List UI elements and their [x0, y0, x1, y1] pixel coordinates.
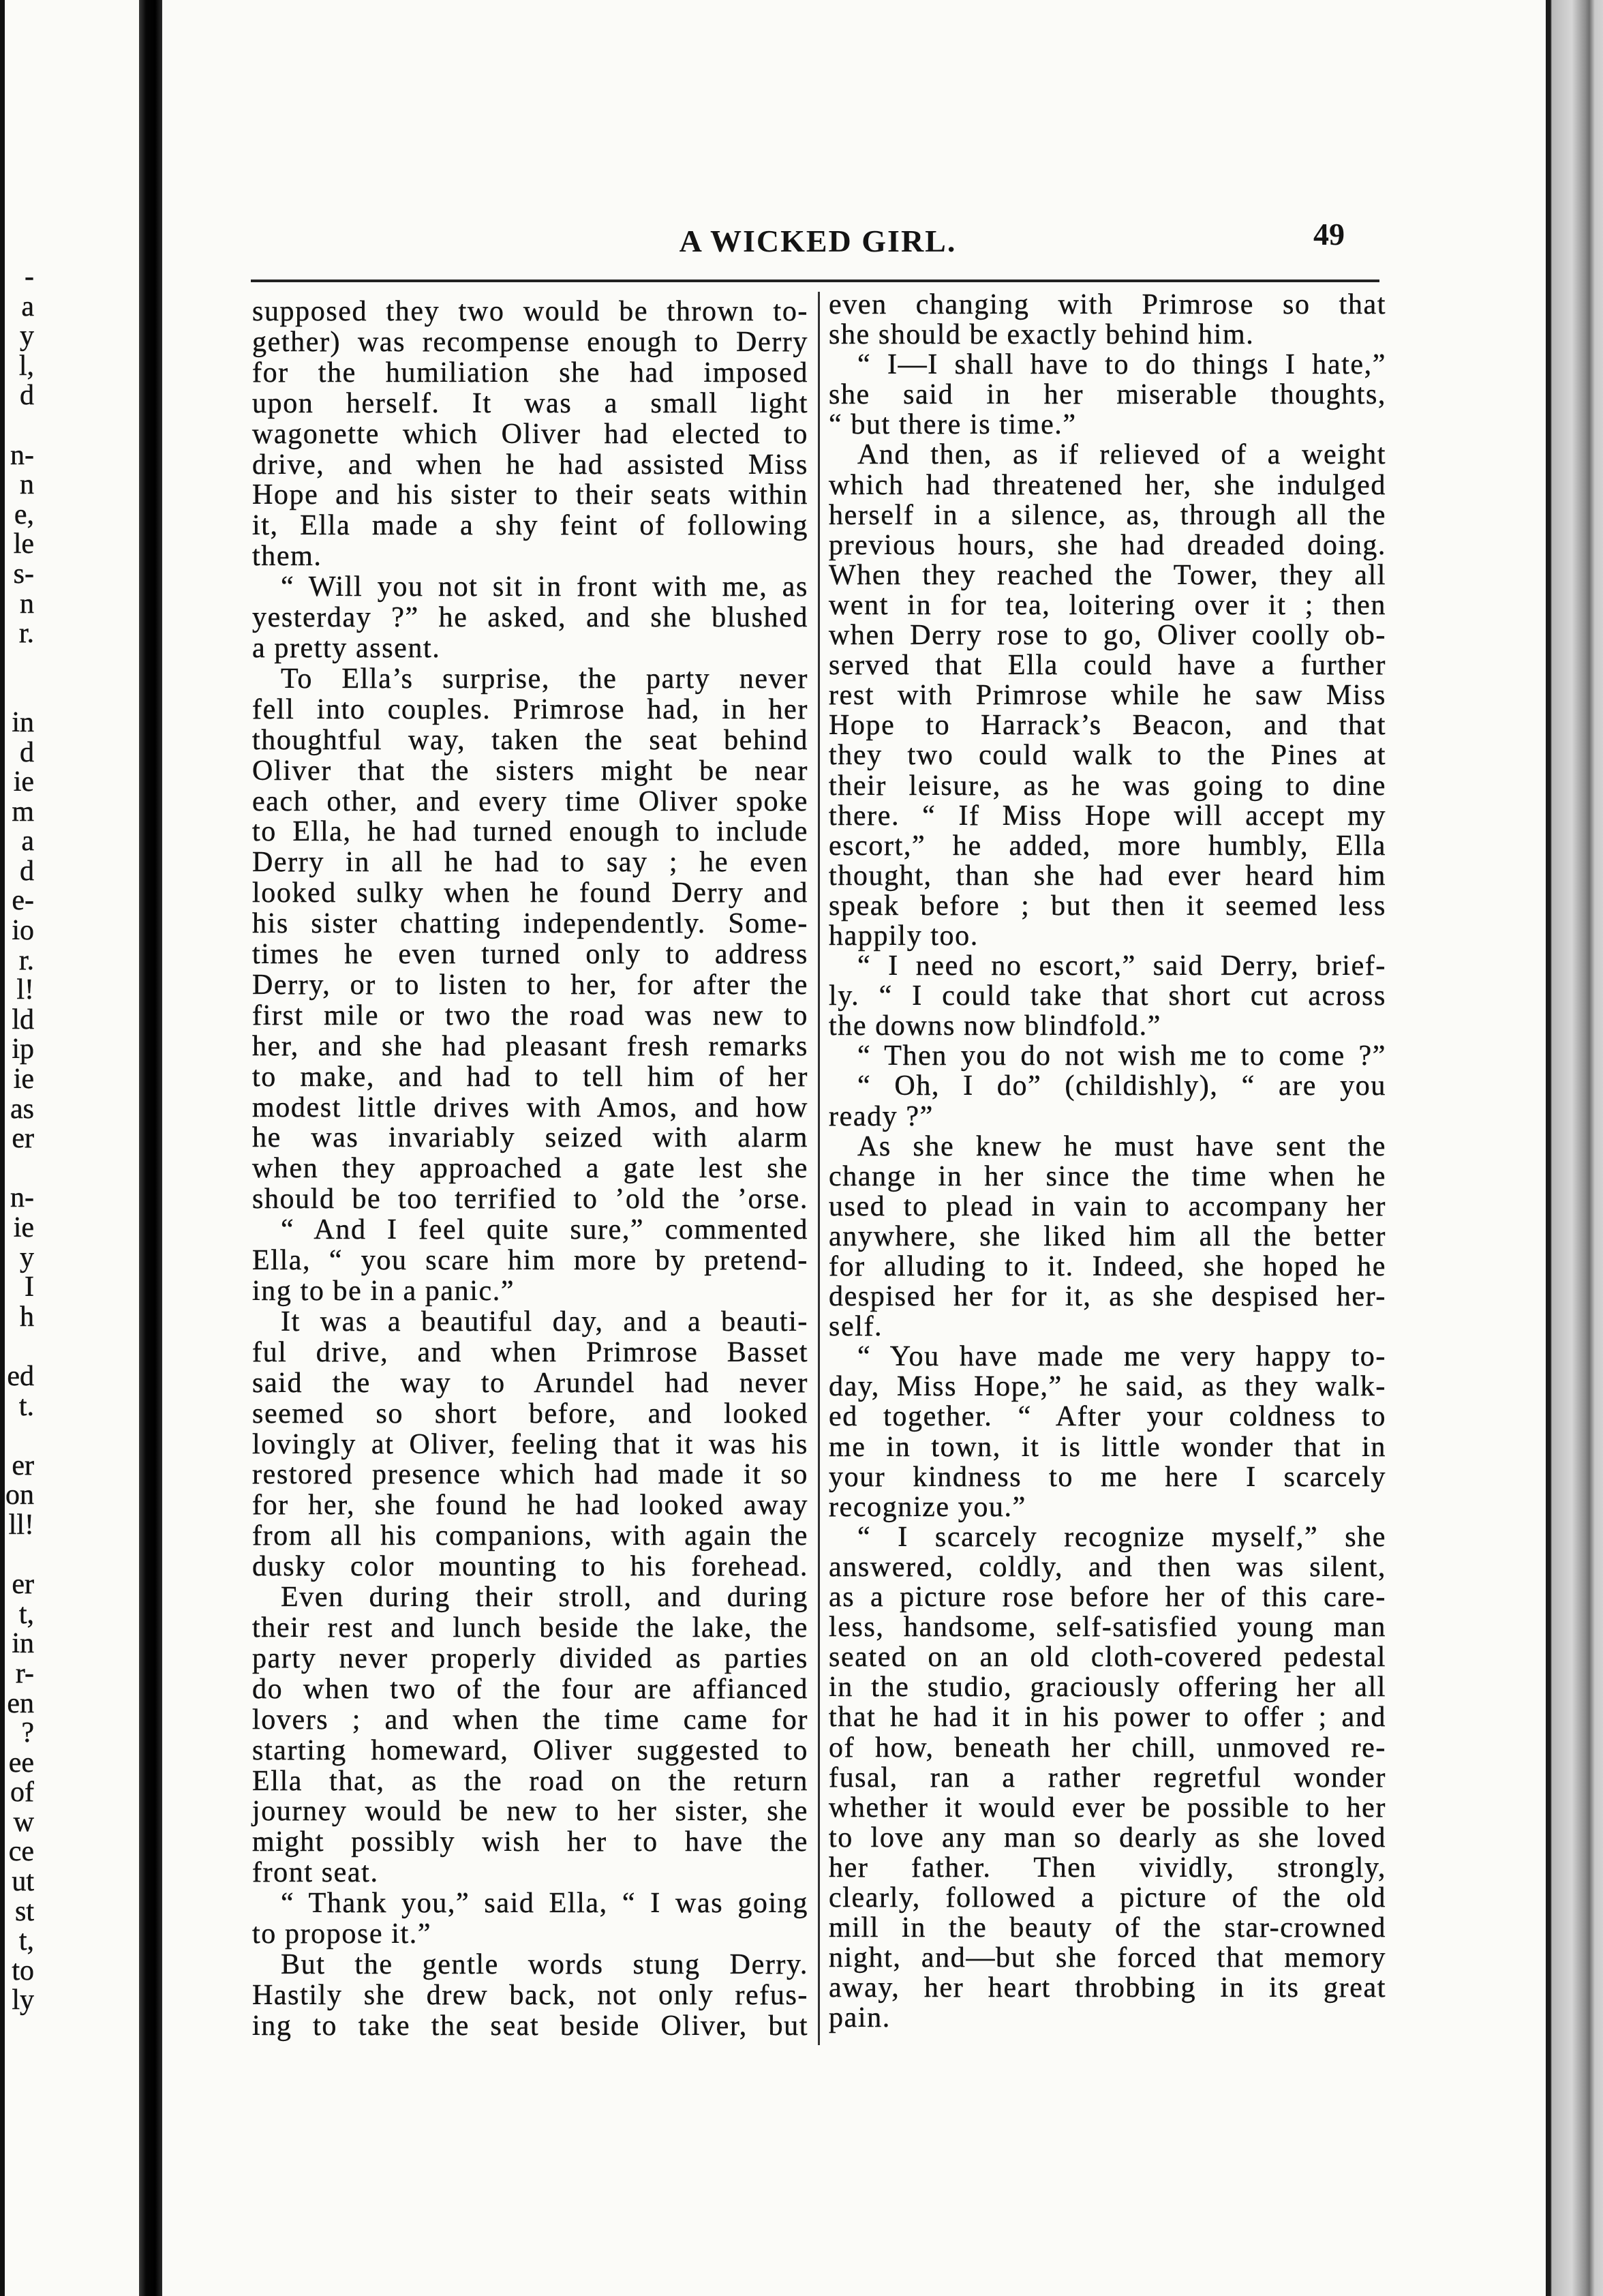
- text-line: that he had it in his power to offer ; and: [829, 1702, 1386, 1734]
- text-line: ready ?”: [829, 1100, 934, 1132]
- facing-page-fragment: y: [20, 320, 34, 352]
- facing-page-fragment: r-: [15, 1657, 34, 1689]
- text-line: of how, beneath her chill, unmoved re-: [829, 1732, 1386, 1764]
- facing-page-fragment: n-: [10, 1182, 34, 1214]
- text-line: said the way to Arundel had never: [252, 1367, 808, 1399]
- facing-page-fragment: er: [12, 1449, 34, 1481]
- facing-page-fragment: m: [12, 796, 34, 828]
- facing-page-fragment: as: [10, 1093, 34, 1125]
- facing-page-fragment: I: [25, 1271, 34, 1303]
- facing-page-fragment: ie: [13, 1063, 34, 1096]
- facing-page-fragment: in: [12, 706, 34, 738]
- text-line: a pretty assent.: [252, 632, 441, 664]
- text-line: lovingly at Oliver, feeling that it was his: [252, 1428, 808, 1460]
- book-gutter-shadow: [139, 0, 162, 2296]
- facing-page-fragment: [0, 1154, 34, 1184]
- facing-page-fragment: in: [12, 1628, 34, 1660]
- page-edge-shadow: [1546, 0, 1603, 2296]
- text-line: “ And I feel quite sure,” commented: [281, 1214, 808, 1246]
- facing-page-fragment: t,: [18, 1598, 34, 1630]
- text-line: in the studio, graciously offering her all: [829, 1672, 1386, 1704]
- text-line: served that Ella could have a further: [829, 650, 1386, 682]
- facing-page-fragment: [0, 1541, 34, 1571]
- text-line: his sister chatting independently. Some-: [252, 908, 808, 940]
- text-line: journey would be new to her sister, she: [252, 1796, 808, 1828]
- text-line: drive, and when he had assisted Miss: [252, 449, 808, 481]
- text-line: front seat.: [252, 1857, 379, 1889]
- text-line: Derry, or to listen to her, for after the: [252, 969, 808, 1001]
- text-line: there. “ If Miss Hope will accept my: [829, 800, 1386, 832]
- text-line: Oliver that the sisters might be near: [252, 755, 808, 787]
- facing-page-fragment: to: [12, 1954, 34, 1987]
- text-line: fusal, ran a rather regretful wonder: [829, 1762, 1386, 1794]
- text-line: It was a beautiful day, and a beauti-: [281, 1305, 808, 1338]
- text-line: As she knew he must have sent the: [857, 1130, 1386, 1162]
- text-line: “ You have made me very happy to-: [857, 1341, 1386, 1373]
- text-line: went in for tea, loitering over it ; then: [829, 589, 1386, 621]
- facing-page-fragments: [0, 262, 34, 2016]
- facing-page-fragment: [0, 678, 34, 708]
- facing-page-fragment: t,: [18, 1925, 34, 1957]
- text-line: Ella that, as the road on the return: [252, 1765, 808, 1797]
- facing-page-fragment: n-: [10, 439, 34, 471]
- text-line: she should be exactly behind him.: [829, 319, 1255, 351]
- text-line: ing to be in a panic.”: [252, 1275, 515, 1307]
- facing-page-fragment: of: [10, 1777, 34, 1809]
- text-line: her, and she had pleasant fresh remarks: [252, 1030, 808, 1062]
- page-number: 49: [1313, 217, 1345, 252]
- text-line: yesterday ?” he asked, and she blushed: [252, 602, 808, 634]
- facing-page-fragment: ce: [8, 1836, 34, 1868]
- text-line: to make, and had to tell him of her: [252, 1061, 808, 1093]
- text-line: herself in a silence, as, through all the: [829, 499, 1386, 531]
- facing-page-fragment: st: [14, 1895, 34, 1927]
- facing-page-fragment: d: [20, 855, 34, 887]
- text-line: them.: [252, 541, 322, 573]
- text-line: each other, and every time Oliver spoke: [252, 785, 808, 817]
- facing-page-fragment: n: [20, 588, 34, 620]
- text-line: me in town, it is little wonder that in: [829, 1431, 1386, 1463]
- facing-page-fragment: a: [21, 826, 34, 858]
- facing-page-fragment: ll!: [8, 1509, 34, 1541]
- text-line: gether) was recompense enough to Derry: [252, 326, 808, 358]
- text-line: thoughtful way, taken the seat behind: [252, 724, 808, 756]
- facing-page-fragment: ut: [12, 1866, 34, 1898]
- text-line: should be too terrified to ’old the ’orse.: [252, 1183, 808, 1215]
- text-line: day, Miss Hope,” he said, as they walk-: [829, 1371, 1386, 1403]
- text-line: to love any man so dearly as she loved: [829, 1822, 1386, 1854]
- text-line: to propose it.”: [252, 1918, 432, 1950]
- text-line: Ella, “ you scare him more by pretend-: [252, 1245, 808, 1277]
- text-line: recognize you.”: [829, 1491, 1026, 1523]
- text-line: upon herself. It was a small light: [252, 387, 808, 419]
- facing-page-fragment: l,: [18, 350, 34, 382]
- text-line: speak before ; but then it seemed less: [829, 890, 1386, 922]
- text-line: Derry in all he had to say ; he even: [252, 847, 808, 879]
- text-line: anywhere, she liked him all the better: [829, 1220, 1386, 1252]
- facing-page-fragment: n: [20, 469, 34, 501]
- facing-page-fragment: d: [20, 736, 34, 768]
- text-line: when Derry rose to go, Oliver coolly ob-: [829, 620, 1386, 652]
- facing-page-fragment: d: [20, 380, 34, 412]
- facing-page-fragment: [0, 1421, 34, 1451]
- text-line: which had threatened her, she indulged: [829, 469, 1386, 501]
- text-line: less, handsome, self-satisfied young man: [829, 1612, 1386, 1644]
- text-line: Hope and his sister to their seats within: [252, 479, 808, 511]
- text-line: ing to take the seat beside Oliver, but: [252, 2010, 808, 2042]
- text-line: even changing with Primrose so that: [829, 289, 1386, 320]
- text-line: when they approached a gate lest she: [252, 1153, 808, 1185]
- text-line: for the humiliation she had imposed: [252, 357, 808, 389]
- text-line: supposed they two would be thrown to-: [252, 296, 808, 327]
- facing-page-fragment: ie: [13, 766, 34, 798]
- text-line: their leisure, as he was going to dine: [829, 770, 1386, 802]
- text-line: party never properly divided as parties: [252, 1642, 808, 1674]
- text-line: do when two of the four are affianced: [252, 1673, 808, 1705]
- text-line: “ but there is time.”: [829, 409, 1077, 441]
- text-line: change in her since the time when he: [829, 1160, 1386, 1192]
- text-line: dusky color mounting to his forehead.: [252, 1551, 808, 1583]
- text-line: used to plead in vain to accompany her: [829, 1190, 1386, 1222]
- facing-page-fragment: a: [21, 290, 34, 322]
- facing-page-fragment: ld: [12, 1003, 34, 1036]
- column-divider: [818, 292, 820, 2045]
- text-line: looked sulky when he found Derry and: [252, 877, 808, 909]
- text-line: might possibly wish her to have the: [252, 1826, 808, 1858]
- text-line: she said in her miserable thoughts,: [829, 379, 1386, 411]
- facing-page-fragment: [0, 649, 34, 679]
- text-line: “ I—I shall have to do things I hate,”: [857, 349, 1386, 381]
- facing-page-fragment: e-: [12, 885, 34, 917]
- text-line: self.: [829, 1311, 883, 1343]
- facing-page-fragment: le: [13, 528, 34, 560]
- text-line: lovers ; and when the time came for: [252, 1704, 808, 1736]
- facing-page-fragment: -: [25, 262, 34, 292]
- text-line: “ Will you not sit in front with me, as: [281, 571, 808, 603]
- facing-page-fragment: er: [12, 1123, 34, 1155]
- text-line: ed together. “ After your coldness to: [829, 1401, 1386, 1433]
- text-line: whether it would ever be possible to her: [829, 1792, 1386, 1824]
- text-line: starting homeward, Oliver suggested to: [252, 1734, 808, 1766]
- text-line: “ I scarcely recognize myself,” she: [857, 1521, 1386, 1553]
- text-line: times he even turned only to address: [252, 939, 808, 971]
- text-line: to Ella, he had turned enough to include: [252, 816, 808, 848]
- text-line: When they reached the Tower, they all: [829, 559, 1386, 591]
- text-line: her father. Then vividly, strongly,: [829, 1852, 1386, 1884]
- text-line: previous hours, she had dreaded doing.: [829, 529, 1386, 561]
- text-line: it, Ella made a shy feint of following: [252, 510, 808, 542]
- right-text-column: [829, 290, 1386, 2033]
- facing-page-fragment: en: [7, 1687, 34, 1719]
- facing-page-fragment: on: [5, 1479, 34, 1511]
- text-line: “ Then you do not wish me to come ?”: [857, 1040, 1386, 1072]
- text-line: away, her heart throbbing in its great: [829, 1972, 1386, 2004]
- text-line: Even during their stroll, and during: [281, 1582, 808, 1614]
- facing-page-fragment: y: [20, 1241, 34, 1273]
- text-line: thought, than she had ever heard him: [829, 860, 1386, 892]
- text-line: pain.: [829, 2002, 891, 2034]
- facing-page-fragment: io: [12, 915, 34, 947]
- text-line: answered, coldly, and then was silent,: [829, 1551, 1386, 1583]
- text-line: despised her for it, as she despised her-: [829, 1281, 1386, 1313]
- text-line: your kindness to me here I scarcely: [829, 1461, 1386, 1493]
- text-line: ful drive, and when Primrose Basset: [252, 1336, 808, 1368]
- facing-page-fragment: ee: [8, 1747, 34, 1779]
- text-line: “ Oh, I do” (childishly), “ are you: [857, 1070, 1386, 1102]
- text-line: their rest and lunch beside the lake, the: [252, 1612, 808, 1644]
- text-line: “ Thank you,” said Ella, “ I was going: [281, 1888, 808, 1920]
- text-line: rest with Primrose while he saw Miss: [829, 680, 1386, 712]
- text-line: fell into couples. Primrose had, in her: [252, 693, 808, 725]
- facing-page-fragment: ie: [13, 1212, 34, 1243]
- facing-page-fragment: [0, 411, 34, 441]
- left-text-column: [252, 297, 808, 2042]
- text-line: Hope to Harrack’s Beacon, and that: [829, 710, 1386, 742]
- running-title: A WICKED GIRL.: [679, 224, 957, 258]
- facing-page-fragment: ip: [12, 1033, 34, 1066]
- text-line: he was invariably seized with alarm: [252, 1122, 808, 1154]
- text-line: But the gentle words stung Derry.: [281, 1948, 808, 1980]
- facing-page-fragment: w: [13, 1806, 34, 1838]
- facing-page-fragment: e,: [14, 498, 34, 530]
- facing-page-fragment: r.: [18, 618, 34, 650]
- text-line: Hastily she drew back, not only refus-: [252, 1979, 808, 2011]
- text-line: clearly, followed a picture of the old: [829, 1882, 1386, 1914]
- text-line: wagonette which Oliver had elected to: [252, 418, 808, 450]
- facing-page-fragment: h: [20, 1301, 34, 1333]
- text-line: restored presence which had made it so: [252, 1459, 808, 1491]
- facing-page-fragment: r.: [18, 944, 34, 976]
- text-line: seated on an old cloth-covered pedestal: [829, 1642, 1386, 1674]
- facing-page-fragment: er: [12, 1569, 34, 1601]
- text-line: “ I need no escort,” said Derry, brief-: [857, 950, 1386, 982]
- facing-page-fragment: ly: [12, 1984, 34, 2016]
- text-line: And then, as if relieved of a weight: [857, 439, 1386, 471]
- header-rule: [251, 280, 1379, 282]
- text-line: mill in the beauty of the star-crowned: [829, 1912, 1386, 1944]
- facing-page-fragment: l!: [16, 974, 34, 1006]
- facing-page-fragment: [0, 1332, 34, 1362]
- text-line: seemed so short before, and looked: [252, 1398, 808, 1430]
- text-line: night, and—but she forced that memory: [829, 1942, 1386, 1974]
- facing-page-fragment: t.: [18, 1390, 34, 1422]
- text-line: as a picture rose before her of this care-: [829, 1582, 1386, 1614]
- text-line: for her, she found he had looked away: [252, 1490, 808, 1522]
- facing-page-fragment: ?: [21, 1717, 34, 1749]
- text-line: they two could walk to the Pines at: [829, 740, 1386, 772]
- text-line: first mile or two the road was new to: [252, 999, 808, 1031]
- facing-page-fragment: ed: [7, 1360, 34, 1392]
- text-line: happily too.: [829, 920, 979, 952]
- text-line: for alluding to it. Indeed, she hoped he: [829, 1251, 1386, 1282]
- text-line: from all his companions, with again the: [252, 1520, 808, 1552]
- facing-page-fragment: s-: [13, 558, 34, 590]
- text-line: modest little drives with Amos, and how: [252, 1091, 808, 1123]
- text-line: To Ella’s surprise, the party never: [281, 663, 808, 695]
- text-line: escort,” he added, more humbly, Ella: [829, 830, 1386, 862]
- text-line: the downs now blindfold.”: [829, 1010, 1161, 1042]
- text-line: ly. “ I could take that short cut across: [829, 980, 1386, 1012]
